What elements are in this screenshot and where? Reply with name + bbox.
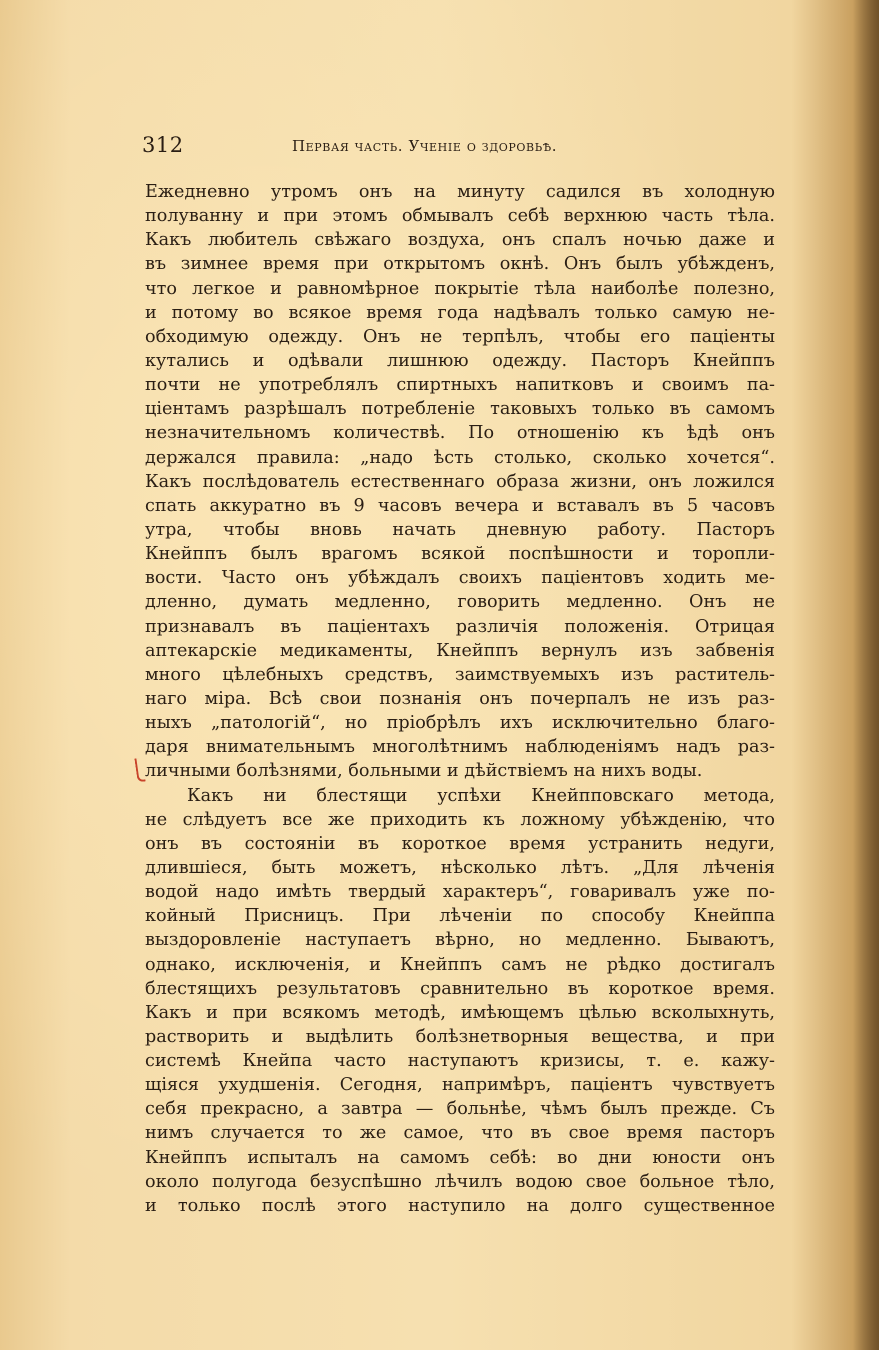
text-line: и только послѣ этого наступило на долго существенное	[145, 1195, 775, 1216]
text-line: держался правила: „надо ѣсть столько, сколько хочется“.	[145, 447, 775, 468]
text-line: койный Присницъ. При лѣченіи по способу Кнейппа	[145, 906, 775, 927]
text-line: блестящихъ результатовъ сравнительно въ короткое время.	[145, 978, 775, 999]
text-line: Ежедневно утромъ онъ на минуту садился въ холодную	[145, 182, 775, 202]
text-line: Какъ и при всякомъ методѣ, имѣющемъ цѣлью всколыхнуть,	[145, 1002, 775, 1023]
text-line: почти не употреблялъ спиртныхъ напитковъ и своимъ па-	[145, 375, 775, 396]
text-line: признавалъ въ паціентахъ различія положенія. Отрицая	[145, 616, 775, 637]
text-line: системѣ Кнейпа часто наступаютъ кризисы, т. е. кажу-	[145, 1051, 775, 1072]
text-line: и потому во всякое время года надѣвалъ только самую не-	[145, 302, 775, 323]
text-line: себя прекрасно, а завтра — больнѣе, чѣмъ былъ прежде. Съ	[145, 1099, 775, 1120]
text-line: нимъ случается то же самое, что въ свое время пасторъ	[145, 1123, 775, 1144]
body-text	[145, 180, 775, 1218]
text-line: полуванну и при этомъ обмывалъ себѣ верхнюю часть тѣла.	[145, 206, 775, 227]
text-line: кутались и одѣвали лишнюю одежду. Пасторъ Кнейппъ	[145, 350, 775, 371]
text-line: личными болѣзнями, больными и дѣйствіемъ на нихъ воды.	[145, 761, 703, 782]
text-line: обходимую одежду. Онъ не терпѣлъ, чтобы его паціенты	[145, 326, 775, 347]
text-line: спать аккуратно въ 9 часовъ вечера и вставалъ въ 5 часовъ	[145, 495, 775, 516]
text-line: что легкое и равномѣрное покрытіе тѣла наиболѣе полезно,	[145, 278, 775, 299]
text-line: вости. Часто онъ убѣждалъ своихъ паціентовъ ходить ме-	[145, 568, 775, 589]
text-line: ныхъ „патологій“, но пріобрѣлъ ихъ исключительно благо-	[145, 713, 775, 734]
text-line: даря внимательнымъ многолѣтнимъ наблюденіямъ надъ раз-	[145, 737, 775, 758]
page-number: 312	[142, 133, 184, 157]
text-line: утра, чтобы вновь начать дневную работу. Пасторъ	[145, 519, 775, 540]
red-ink-mark	[134, 758, 145, 783]
text-line: выздоровленіе наступаетъ вѣрно, но медленно. Бываютъ,	[145, 930, 775, 951]
text-line: незначительномъ количествѣ. По отношенію къ ѣдѣ онъ	[145, 423, 775, 444]
running-head: Первая часть. Ученіе о здоровьѣ.	[292, 137, 558, 155]
text-line: аптекарскіе медикаменты, Кнейппъ вернулъ изъ забвенія	[145, 640, 775, 661]
text-line: дленно, думать медленно, говорить медленно. Онъ не	[145, 592, 775, 613]
text-line: однако, исключенія, и Кнейппъ самъ не рѣдко достигалъ	[145, 954, 775, 975]
text-line: Какъ любитель свѣжаго воздуха, онъ спалъ ночью даже и	[145, 230, 775, 251]
text-line: щіяся ухудшенія. Сегодня, напримѣръ, паціентъ чувствуетъ	[145, 1075, 775, 1096]
page-edge-shadow	[853, 0, 879, 1350]
page-header	[142, 133, 782, 163]
text-line: Какъ послѣдователь естественнаго образа жизни, онъ ложился	[145, 471, 775, 492]
text-line: онъ въ состояніи въ короткое время устранить недуги,	[145, 833, 775, 854]
text-line: водой надо имѣть твердый характеръ“, говаривалъ уже по-	[145, 882, 775, 903]
text-line: длившіеся, быть можетъ, нѣсколько лѣтъ. „Для лѣченія	[145, 857, 775, 878]
text-line: наго міра. Всѣ свои познанія онъ почерпалъ не изъ раз-	[145, 688, 775, 709]
text-line: не слѣдуетъ все же приходить къ ложному убѣжденію, что	[145, 809, 775, 830]
paragraph-first-line: Какъ ни блестящи успѣхи Кнейпповскаго метода,	[187, 785, 775, 806]
text-line: Кнейппъ испыталъ на самомъ себѣ: во дни юности онъ	[145, 1147, 775, 1168]
text-line: Кнейппъ былъ врагомъ всякой поспѣшности и торопли-	[145, 544, 775, 565]
text-line: растворить и выдѣлить болѣзнетворныя вещества, и при	[145, 1026, 775, 1047]
text-line: много цѣлебныхъ средствъ, заимствуемыхъ изъ раститель-	[145, 664, 775, 685]
text-line: въ зимнее время при открытомъ окнѣ. Онъ былъ убѣжденъ,	[145, 254, 775, 275]
text-line: ціентамъ разрѣшалъ потребленіе таковыхъ только въ самомъ	[145, 399, 775, 420]
text-line: около полугода безуспѣшно лѣчилъ водою свое больное тѣло,	[145, 1171, 775, 1192]
